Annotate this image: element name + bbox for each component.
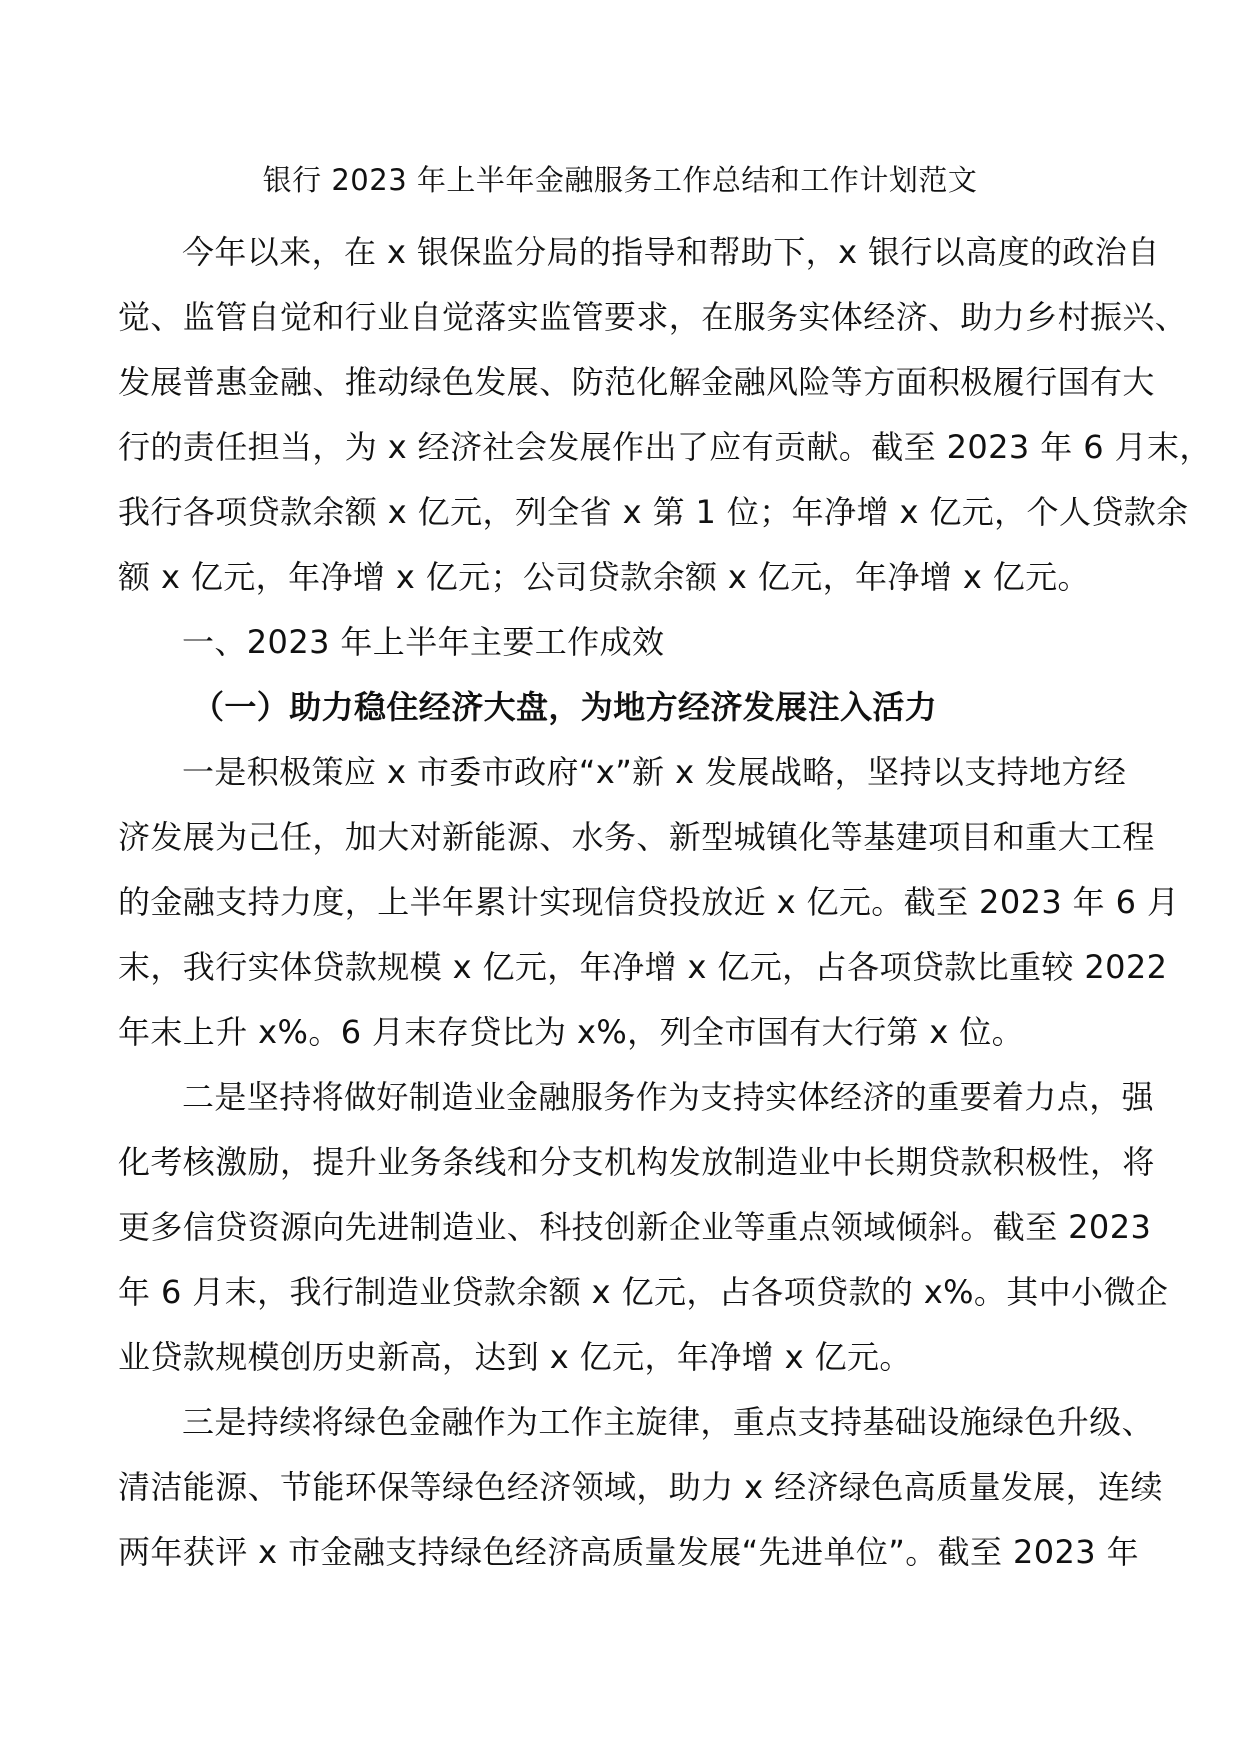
paragraph-line: 一是积极策应 x 市委市政府“x”新 x 发展战略，坚持以支持地方经 — [182, 753, 1127, 791]
paragraph-line: 化考核激励，提升业务条线和分支机构发放制造业中长期贷款积极性，将 — [118, 1143, 1155, 1181]
paragraph-line: 更多信贷资源向先进制造业、科技创新企业等重点领域倾斜。截至 2023 — [118, 1208, 1152, 1246]
paragraph-line: 清洁能源、节能环保等绿色经济领域，助力 x 经济绿色高质量发展，连续 — [118, 1468, 1163, 1506]
paragraph-line: 今年以来，在 x 银保监分局的指导和帮助下，x 银行以高度的政治自 — [182, 233, 1160, 271]
paragraph-line: 额 x 亿元，年净增 x 亿元；公司贷款余额 x 亿元，年净增 x 亿元。 — [118, 558, 1090, 596]
paragraph-line: 济发展为己任，加大对新能源、水务、新型城镇化等基建项目和重大工程 — [118, 818, 1155, 856]
paragraph-line: 两年获评 x 市金融支持绿色经济高质量发展“先进单位”。截至 2023 年 — [118, 1533, 1140, 1571]
paragraph-line: 业贷款规模创历史新高，达到 x 亿元，年净增 x 亿元。 — [118, 1338, 912, 1376]
paragraph-line: 的金融支持力度，上半年累计实现信贷投放近 x 亿元。截至 2023 年 6 月 — [118, 883, 1180, 921]
paragraph-line: 二是坚持将做好制造业金融服务作为支持实体经济的重要着力点，强 — [182, 1078, 1155, 1116]
paragraph-line: 三是持续将绿色金融作为工作主旋律，重点支持基础设施绿色升级、 — [182, 1403, 1155, 1441]
paragraph-line: 觉、监管自觉和行业自觉落实监管要求，在服务实体经济、助力乡村振兴、 — [118, 298, 1188, 336]
paragraph-line: 行的责任担当，为 x 经济社会发展作出了应有贡献。截至 2023 年 6 月末， — [118, 428, 1212, 466]
paragraph-line: 年末上升 x%。6 月末存贷比为 x%，列全市国有大行第 x 位。 — [118, 1013, 1025, 1051]
paragraph-line: 发展普惠金融、推动绿色发展、防范化解金融风险等方面积极履行国有大 — [118, 363, 1155, 401]
document-body — [118, 220, 1212, 1585]
paragraph-line: 年 6 月末，我行制造业贷款余额 x 亿元，占各项贷款的 x%。其中小微企 — [118, 1273, 1169, 1311]
paragraph-line: 末，我行实体贷款规模 x 亿元，年净增 x 亿元，占各项贷款比重较 2022 — [118, 948, 1168, 986]
section-heading: 一、2023 年上半年主要工作成效 — [182, 623, 665, 661]
subsection-heading: （一）助力稳住经济大盘，为地方经济发展注入活力 — [192, 688, 938, 726]
document-title: 银行 2023 年上半年金融服务工作总结和工作计划范文 — [262, 163, 978, 197]
paragraph-line: 我行各项贷款余额 x 亿元，列全省 x 第 1 位；年净增 x 亿元，个人贷款余 — [118, 493, 1189, 531]
